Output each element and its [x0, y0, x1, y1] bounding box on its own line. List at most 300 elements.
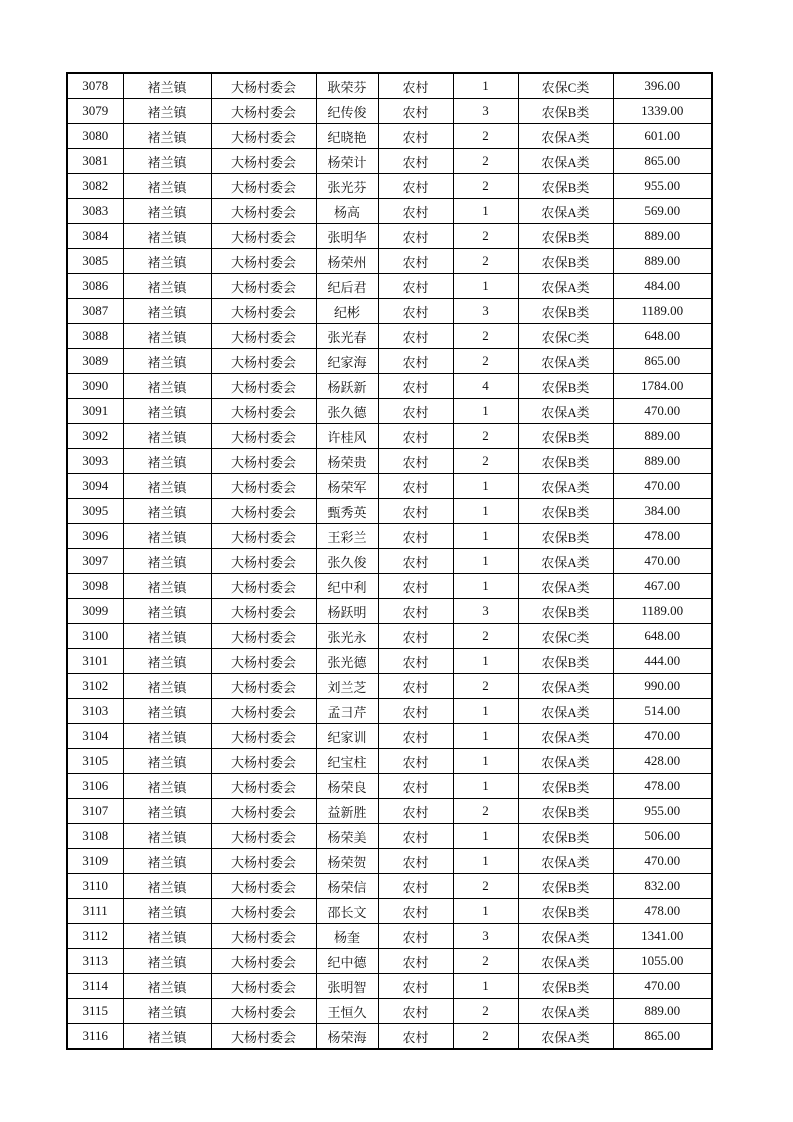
- table-row: [67, 974, 712, 999]
- cell-town: 褚兰镇: [123, 274, 211, 299]
- table-row: [67, 249, 712, 274]
- cell-amount: 514.00: [613, 699, 712, 724]
- cell-town: 褚兰镇: [123, 599, 211, 624]
- cell-village-committee: 大杨村委会: [211, 999, 316, 1024]
- cell-household-type: 农村: [378, 674, 453, 699]
- cell-village-committee: 大杨村委会: [211, 524, 316, 549]
- cell-amount: 865.00: [613, 149, 712, 174]
- table-row: [67, 699, 712, 724]
- cell-insurance-category: 农保C类: [518, 324, 613, 349]
- cell-serial: 3103: [67, 699, 123, 724]
- cell-person-count: 1: [453, 699, 518, 724]
- cell-person-name: 张光芬: [316, 174, 378, 199]
- cell-amount: 506.00: [613, 824, 712, 849]
- cell-household-type: 农村: [378, 874, 453, 899]
- cell-serial: 3101: [67, 649, 123, 674]
- cell-person-count: 1: [453, 399, 518, 424]
- cell-village-committee: 大杨村委会: [211, 324, 316, 349]
- cell-serial: 3098: [67, 574, 123, 599]
- cell-town: 褚兰镇: [123, 1024, 211, 1050]
- cell-serial: 3114: [67, 974, 123, 999]
- cell-town: 褚兰镇: [123, 474, 211, 499]
- cell-person-name: 张明智: [316, 974, 378, 999]
- cell-person-name: 杨荣州: [316, 249, 378, 274]
- cell-insurance-category: 农保A类: [518, 474, 613, 499]
- cell-serial: 3115: [67, 999, 123, 1024]
- cell-town: 褚兰镇: [123, 924, 211, 949]
- cell-village-committee: 大杨村委会: [211, 649, 316, 674]
- table-row: [67, 449, 712, 474]
- cell-town: 褚兰镇: [123, 349, 211, 374]
- cell-village-committee: 大杨村委会: [211, 774, 316, 799]
- cell-amount: 889.00: [613, 449, 712, 474]
- cell-town: 褚兰镇: [123, 524, 211, 549]
- cell-amount: 1055.00: [613, 949, 712, 974]
- cell-village-committee: 大杨村委会: [211, 749, 316, 774]
- cell-village-committee: 大杨村委会: [211, 399, 316, 424]
- cell-person-count: 2: [453, 674, 518, 699]
- cell-serial: 3087: [67, 299, 123, 324]
- table-row: [67, 624, 712, 649]
- cell-household-type: 农村: [378, 499, 453, 524]
- cell-serial: 3089: [67, 349, 123, 374]
- cell-person-count: 1: [453, 524, 518, 549]
- cell-village-committee: 大杨村委会: [211, 499, 316, 524]
- cell-serial: 3095: [67, 499, 123, 524]
- cell-serial: 3088: [67, 324, 123, 349]
- cell-person-name: 张光春: [316, 324, 378, 349]
- cell-person-name: 杨跃新: [316, 374, 378, 399]
- cell-serial: 3082: [67, 174, 123, 199]
- cell-person-count: 3: [453, 99, 518, 124]
- cell-household-type: 农村: [378, 699, 453, 724]
- cell-person-name: 杨荣海: [316, 1024, 378, 1050]
- cell-person-count: 3: [453, 599, 518, 624]
- cell-person-count: 1: [453, 899, 518, 924]
- cell-town: 褚兰镇: [123, 199, 211, 224]
- cell-insurance-category: 农保B类: [518, 824, 613, 849]
- cell-household-type: 农村: [378, 524, 453, 549]
- cell-amount: 865.00: [613, 349, 712, 374]
- cell-person-name: 纪中利: [316, 574, 378, 599]
- cell-insurance-category: 农保B类: [518, 449, 613, 474]
- cell-village-committee: 大杨村委会: [211, 149, 316, 174]
- cell-serial: 3105: [67, 749, 123, 774]
- cell-amount: 1189.00: [613, 299, 712, 324]
- cell-insurance-category: 农保A类: [518, 399, 613, 424]
- table-row: [67, 299, 712, 324]
- cell-town: 褚兰镇: [123, 899, 211, 924]
- cell-household-type: 农村: [378, 224, 453, 249]
- cell-village-committee: 大杨村委会: [211, 574, 316, 599]
- cell-town: 褚兰镇: [123, 499, 211, 524]
- cell-village-committee: 大杨村委会: [211, 299, 316, 324]
- table-row: [67, 324, 712, 349]
- cell-insurance-category: 农保A类: [518, 149, 613, 174]
- cell-household-type: 农村: [378, 449, 453, 474]
- cell-household-type: 农村: [378, 774, 453, 799]
- table-row: [67, 174, 712, 199]
- cell-town: 褚兰镇: [123, 299, 211, 324]
- cell-amount: 478.00: [613, 774, 712, 799]
- cell-person-count: 2: [453, 874, 518, 899]
- cell-village-committee: 大杨村委会: [211, 874, 316, 899]
- cell-person-count: 1: [453, 574, 518, 599]
- cell-amount: 990.00: [613, 674, 712, 699]
- cell-village-committee: 大杨村委会: [211, 674, 316, 699]
- cell-household-type: 农村: [378, 549, 453, 574]
- cell-serial: 3102: [67, 674, 123, 699]
- table-row: [67, 874, 712, 899]
- cell-person-count: 2: [453, 624, 518, 649]
- cell-amount: 444.00: [613, 649, 712, 674]
- cell-household-type: 农村: [378, 924, 453, 949]
- cell-village-committee: 大杨村委会: [211, 974, 316, 999]
- cell-household-type: 农村: [378, 849, 453, 874]
- cell-serial: 3116: [67, 1024, 123, 1050]
- cell-town: 褚兰镇: [123, 574, 211, 599]
- cell-person-count: 2: [453, 799, 518, 824]
- table-row: [67, 999, 712, 1024]
- cell-amount: 470.00: [613, 724, 712, 749]
- cell-amount: 478.00: [613, 899, 712, 924]
- cell-serial: 3083: [67, 199, 123, 224]
- table-row: [67, 749, 712, 774]
- cell-person-name: 益新胜: [316, 799, 378, 824]
- cell-insurance-category: 农保B类: [518, 524, 613, 549]
- cell-amount: 569.00: [613, 199, 712, 224]
- cell-amount: 1339.00: [613, 99, 712, 124]
- cell-person-name: 杨荣良: [316, 774, 378, 799]
- cell-person-count: 2: [453, 424, 518, 449]
- cell-household-type: 农村: [378, 149, 453, 174]
- cell-person-count: 2: [453, 149, 518, 174]
- cell-household-type: 农村: [378, 299, 453, 324]
- cell-amount: 601.00: [613, 124, 712, 149]
- cell-household-type: 农村: [378, 799, 453, 824]
- cell-amount: 955.00: [613, 799, 712, 824]
- cell-insurance-category: 农保A类: [518, 999, 613, 1024]
- cell-insurance-category: 农保A类: [518, 199, 613, 224]
- cell-person-count: 1: [453, 724, 518, 749]
- cell-person-count: 1: [453, 549, 518, 574]
- cell-person-count: 3: [453, 924, 518, 949]
- table-row: [67, 374, 712, 399]
- table-row: [67, 849, 712, 874]
- cell-person-name: 张久俊: [316, 549, 378, 574]
- table-row: [67, 73, 712, 99]
- cell-town: 褚兰镇: [123, 774, 211, 799]
- cell-person-count: 4: [453, 374, 518, 399]
- cell-village-committee: 大杨村委会: [211, 474, 316, 499]
- cell-person-name: 甄秀英: [316, 499, 378, 524]
- cell-person-name: 邵长文: [316, 899, 378, 924]
- cell-insurance-category: 农保A类: [518, 1024, 613, 1050]
- cell-person-name: 张久德: [316, 399, 378, 424]
- cell-person-name: 纪传俊: [316, 99, 378, 124]
- cell-person-count: 2: [453, 124, 518, 149]
- cell-town: 褚兰镇: [123, 73, 211, 99]
- cell-amount: 470.00: [613, 849, 712, 874]
- cell-insurance-category: 农保B类: [518, 374, 613, 399]
- cell-person-name: 张光永: [316, 624, 378, 649]
- cell-village-committee: 大杨村委会: [211, 374, 316, 399]
- benefit-roster-table: [66, 72, 713, 1050]
- cell-household-type: 农村: [378, 599, 453, 624]
- cell-village-committee: 大杨村委会: [211, 424, 316, 449]
- cell-person-name: 杨奎: [316, 924, 378, 949]
- cell-amount: 484.00: [613, 274, 712, 299]
- table-row: [67, 349, 712, 374]
- cell-amount: 1784.00: [613, 374, 712, 399]
- cell-town: 褚兰镇: [123, 749, 211, 774]
- cell-village-committee: 大杨村委会: [211, 549, 316, 574]
- cell-person-name: 杨荣信: [316, 874, 378, 899]
- cell-town: 褚兰镇: [123, 424, 211, 449]
- cell-serial: 3080: [67, 124, 123, 149]
- cell-insurance-category: 农保C类: [518, 624, 613, 649]
- cell-town: 褚兰镇: [123, 99, 211, 124]
- cell-insurance-category: 农保A类: [518, 699, 613, 724]
- cell-person-count: 1: [453, 274, 518, 299]
- cell-person-count: 1: [453, 824, 518, 849]
- cell-person-name: 王恒久: [316, 999, 378, 1024]
- table-row: [67, 274, 712, 299]
- cell-serial: 3078: [67, 73, 123, 99]
- cell-town: 褚兰镇: [123, 849, 211, 874]
- cell-person-name: 耿荣芬: [316, 73, 378, 99]
- cell-amount: 889.00: [613, 424, 712, 449]
- cell-person-count: 2: [453, 324, 518, 349]
- cell-person-count: 2: [453, 1024, 518, 1050]
- cell-serial: 3096: [67, 524, 123, 549]
- cell-serial: 3086: [67, 274, 123, 299]
- cell-household-type: 农村: [378, 374, 453, 399]
- cell-serial: 3091: [67, 399, 123, 424]
- cell-person-count: 1: [453, 199, 518, 224]
- cell-household-type: 农村: [378, 1024, 453, 1050]
- cell-town: 褚兰镇: [123, 674, 211, 699]
- cell-town: 褚兰镇: [123, 824, 211, 849]
- cell-person-name: 纪后君: [316, 274, 378, 299]
- cell-village-committee: 大杨村委会: [211, 224, 316, 249]
- cell-insurance-category: 农保A类: [518, 124, 613, 149]
- cell-person-count: 1: [453, 774, 518, 799]
- cell-serial: 3090: [67, 374, 123, 399]
- cell-village-committee: 大杨村委会: [211, 624, 316, 649]
- cell-insurance-category: 农保B类: [518, 874, 613, 899]
- cell-household-type: 农村: [378, 624, 453, 649]
- cell-town: 褚兰镇: [123, 999, 211, 1024]
- table-row: [67, 224, 712, 249]
- cell-household-type: 农村: [378, 324, 453, 349]
- cell-household-type: 农村: [378, 274, 453, 299]
- cell-household-type: 农村: [378, 424, 453, 449]
- cell-household-type: 农村: [378, 249, 453, 274]
- cell-amount: 832.00: [613, 874, 712, 899]
- cell-village-committee: 大杨村委会: [211, 899, 316, 924]
- cell-household-type: 农村: [378, 724, 453, 749]
- table-row: [67, 124, 712, 149]
- cell-person-name: 杨跃明: [316, 599, 378, 624]
- cell-household-type: 农村: [378, 124, 453, 149]
- cell-insurance-category: 农保A类: [518, 674, 613, 699]
- cell-household-type: 农村: [378, 949, 453, 974]
- table-row: [67, 499, 712, 524]
- cell-serial: 3109: [67, 849, 123, 874]
- cell-household-type: 农村: [378, 574, 453, 599]
- cell-village-committee: 大杨村委会: [211, 249, 316, 274]
- cell-household-type: 农村: [378, 174, 453, 199]
- cell-person-name: 纪宝柱: [316, 749, 378, 774]
- cell-household-type: 农村: [378, 474, 453, 499]
- cell-town: 褚兰镇: [123, 949, 211, 974]
- cell-person-count: 1: [453, 649, 518, 674]
- cell-person-count: 1: [453, 849, 518, 874]
- cell-village-committee: 大杨村委会: [211, 849, 316, 874]
- cell-person-name: 刘兰芝: [316, 674, 378, 699]
- cell-insurance-category: 农保B类: [518, 649, 613, 674]
- cell-amount: 889.00: [613, 249, 712, 274]
- cell-village-committee: 大杨村委会: [211, 824, 316, 849]
- table-row: [67, 599, 712, 624]
- cell-serial: 3107: [67, 799, 123, 824]
- cell-amount: 428.00: [613, 749, 712, 774]
- table-row: [67, 199, 712, 224]
- table-row: [67, 649, 712, 674]
- cell-amount: 478.00: [613, 524, 712, 549]
- cell-insurance-category: 农保B类: [518, 799, 613, 824]
- cell-serial: 3106: [67, 774, 123, 799]
- cell-amount: 470.00: [613, 474, 712, 499]
- cell-person-name: 杨荣贺: [316, 849, 378, 874]
- cell-serial: 3108: [67, 824, 123, 849]
- cell-person-name: 杨荣计: [316, 149, 378, 174]
- cell-amount: 1189.00: [613, 599, 712, 624]
- cell-village-committee: 大杨村委会: [211, 599, 316, 624]
- cell-town: 褚兰镇: [123, 324, 211, 349]
- cell-amount: 470.00: [613, 974, 712, 999]
- cell-person-name: 许桂风: [316, 424, 378, 449]
- table-row: [67, 949, 712, 974]
- cell-person-count: 2: [453, 449, 518, 474]
- cell-serial: 3097: [67, 549, 123, 574]
- cell-person-count: 2: [453, 949, 518, 974]
- cell-insurance-category: 农保A类: [518, 549, 613, 574]
- cell-town: 褚兰镇: [123, 624, 211, 649]
- cell-village-committee: 大杨村委会: [211, 174, 316, 199]
- cell-insurance-category: 农保B类: [518, 99, 613, 124]
- cell-household-type: 农村: [378, 824, 453, 849]
- cell-town: 褚兰镇: [123, 374, 211, 399]
- cell-serial: 3084: [67, 224, 123, 249]
- table-row: [67, 774, 712, 799]
- cell-town: 褚兰镇: [123, 124, 211, 149]
- cell-town: 褚兰镇: [123, 974, 211, 999]
- cell-village-committee: 大杨村委会: [211, 73, 316, 99]
- cell-village-committee: 大杨村委会: [211, 724, 316, 749]
- cell-village-committee: 大杨村委会: [211, 199, 316, 224]
- cell-amount: 889.00: [613, 999, 712, 1024]
- table-row: [67, 474, 712, 499]
- cell-person-name: 孟彐芹: [316, 699, 378, 724]
- cell-insurance-category: 农保B类: [518, 499, 613, 524]
- table-row: [67, 899, 712, 924]
- cell-serial: 3099: [67, 599, 123, 624]
- cell-insurance-category: 农保A类: [518, 274, 613, 299]
- cell-person-name: 张光德: [316, 649, 378, 674]
- cell-amount: 889.00: [613, 224, 712, 249]
- cell-amount: 467.00: [613, 574, 712, 599]
- cell-person-name: 张明华: [316, 224, 378, 249]
- cell-household-type: 农村: [378, 899, 453, 924]
- cell-person-count: 1: [453, 974, 518, 999]
- cell-amount: 865.00: [613, 1024, 712, 1050]
- cell-person-name: 杨荣贵: [316, 449, 378, 474]
- cell-household-type: 农村: [378, 349, 453, 374]
- cell-village-committee: 大杨村委会: [211, 1024, 316, 1050]
- cell-household-type: 农村: [378, 399, 453, 424]
- cell-person-name: 纪彬: [316, 299, 378, 324]
- cell-serial: 3085: [67, 249, 123, 274]
- cell-amount: 1341.00: [613, 924, 712, 949]
- cell-town: 褚兰镇: [123, 699, 211, 724]
- cell-town: 褚兰镇: [123, 149, 211, 174]
- cell-amount: 470.00: [613, 549, 712, 574]
- cell-household-type: 农村: [378, 73, 453, 99]
- cell-household-type: 农村: [378, 99, 453, 124]
- cell-amount: 955.00: [613, 174, 712, 199]
- table-row: [67, 799, 712, 824]
- table-row: [67, 424, 712, 449]
- cell-town: 褚兰镇: [123, 399, 211, 424]
- cell-person-name: 杨荣军: [316, 474, 378, 499]
- cell-town: 褚兰镇: [123, 724, 211, 749]
- cell-insurance-category: 农保C类: [518, 73, 613, 99]
- cell-person-count: 2: [453, 349, 518, 374]
- cell-household-type: 农村: [378, 974, 453, 999]
- table-row: [67, 399, 712, 424]
- table-row: [67, 924, 712, 949]
- cell-town: 褚兰镇: [123, 249, 211, 274]
- cell-amount: 648.00: [613, 324, 712, 349]
- cell-amount: 470.00: [613, 399, 712, 424]
- cell-serial: 3081: [67, 149, 123, 174]
- cell-serial: 3110: [67, 874, 123, 899]
- cell-person-name: 纪家训: [316, 724, 378, 749]
- cell-insurance-category: 农保B类: [518, 424, 613, 449]
- cell-amount: 396.00: [613, 73, 712, 99]
- cell-person-name: 纪中德: [316, 949, 378, 974]
- table-row: [67, 824, 712, 849]
- cell-village-committee: 大杨村委会: [211, 699, 316, 724]
- cell-household-type: 农村: [378, 749, 453, 774]
- cell-person-count: 1: [453, 749, 518, 774]
- cell-insurance-category: 农保B类: [518, 974, 613, 999]
- cell-person-name: 纪晓艳: [316, 124, 378, 149]
- cell-insurance-category: 农保A类: [518, 949, 613, 974]
- table-row: [67, 524, 712, 549]
- cell-serial: 3111: [67, 899, 123, 924]
- cell-town: 褚兰镇: [123, 174, 211, 199]
- table-row: [67, 99, 712, 124]
- cell-insurance-category: 农保B类: [518, 299, 613, 324]
- table-row: [67, 1024, 712, 1050]
- cell-village-committee: 大杨村委会: [211, 274, 316, 299]
- cell-town: 褚兰镇: [123, 549, 211, 574]
- cell-serial: 3113: [67, 949, 123, 974]
- cell-insurance-category: 农保A类: [518, 574, 613, 599]
